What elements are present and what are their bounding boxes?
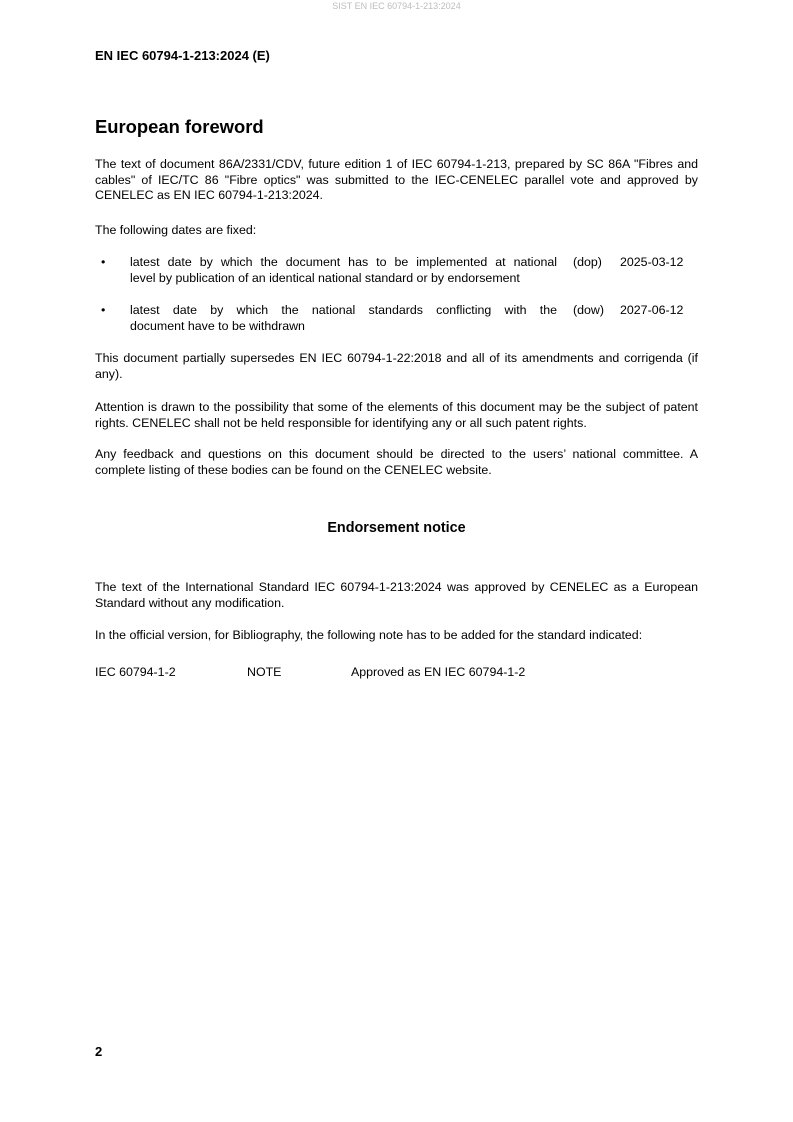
endorsement-heading: Endorsement notice — [327, 520, 466, 536]
date-item-text-line1: latest date by which the document has to be implemented at national — [130, 255, 557, 269]
feedback-paragraph: Any feedback and questions on this document should be directed to the users’ national committee. A complete listing of these bodies can be found on the CENELEC website. — [95, 447, 698, 477]
date-item-text-line2: document have to be withdrawn — [130, 318, 305, 333]
foreword-heading: European foreword — [95, 116, 264, 137]
date-item-text-line1: latest date by which the national standards conflicting with the — [130, 303, 557, 317]
date-item-text — [130, 255, 557, 286]
watermark-header: SIST EN IEC 60794-1-213:2024 — [332, 1, 461, 11]
patent-paragraph: Attention is drawn to the possibility that some of the elements of this document may be the subject of patent rights. CENELEC shall not be held responsible for identifying any or all such patent rights. — [95, 400, 698, 430]
date-item-text — [130, 303, 557, 334]
bibliography-intro-paragraph: In the official version, for Bibliography, the following note has to be added for the standard indicated: — [95, 628, 643, 642]
date-item-code: (dow) — [573, 303, 604, 317]
date-item-text-line2: level by publication of an identical national standard or by endorsement — [130, 270, 520, 285]
supersedes-paragraph: This document partially supersedes EN IEC 60794-1-22:2018 and all of its amendments and corrigenda (if any). — [95, 351, 698, 381]
note-text: Approved as EN IEC 60794-1-2 — [351, 665, 526, 679]
note-standard: IEC 60794-1-2 — [95, 665, 176, 679]
endorsement-paragraph: The text of the International Standard IEC 60794-1-213:2024 was approved by CENELEC as a European Standard without any modification. — [95, 580, 698, 610]
date-item-date: 2025-03-12 — [620, 255, 684, 269]
page-number: 2 — [95, 1044, 103, 1059]
note-label: NOTE — [247, 665, 282, 679]
document-id: EN IEC 60794-1-213:2024 (E) — [95, 48, 270, 63]
bullet-icon: • — [101, 255, 106, 269]
bullet-icon: • — [101, 303, 106, 317]
foreword-intro-paragraph: The text of document 86A/2331/CDV, future edition 1 of IEC 60794-1-213, prepared by SC 86A "Fibres and cables" of IEC/TC 86 "Fibre optics" was submitted to the IEC-CENELEC parallel vote and approved by CENELEC as EN IEC 60794-1-213:2024. — [95, 157, 698, 203]
date-item-date: 2027-06-12 — [620, 303, 684, 317]
date-item-code: (dop) — [573, 255, 602, 269]
dates-intro-paragraph: The following dates are fixed: — [95, 223, 257, 237]
